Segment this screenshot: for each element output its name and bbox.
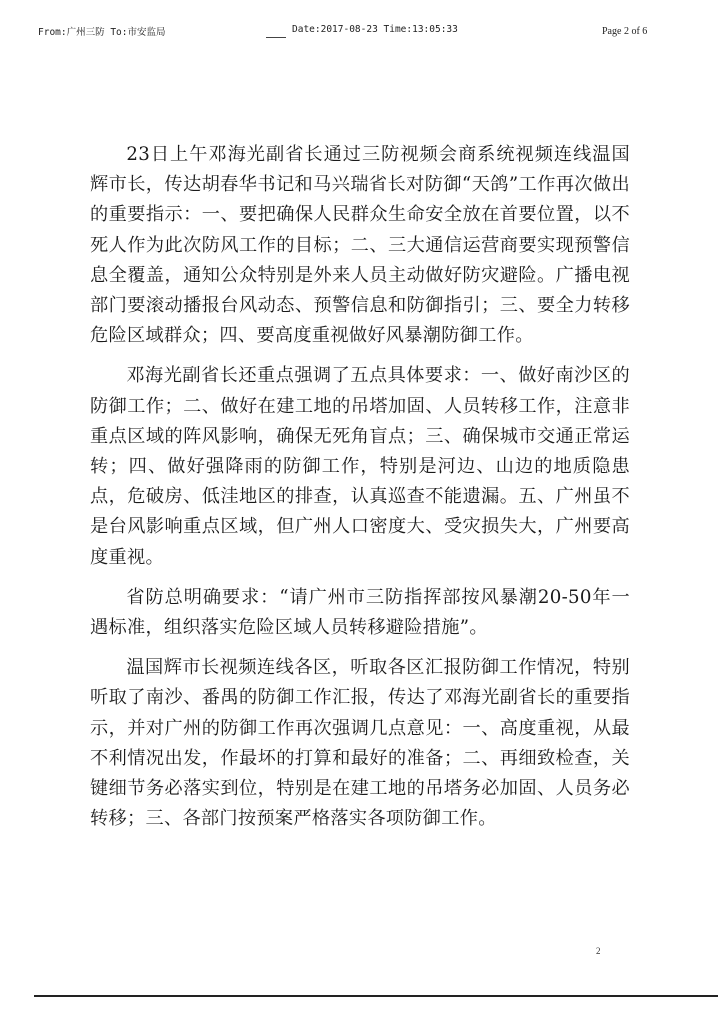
paragraph-3: 省防总明确要求：“请广州市三防指挥部按风暴潮20-50年一遇标准，组织落实危险区域人员转移避险措施”。: [90, 586, 630, 639]
fax-header: [0, 0, 718, 40]
fax-page-indicator: Page 2 of 6: [602, 26, 648, 37]
paragraph-1: 23日上午邓海光副省长通过三防视频会商系统视频连线温国辉市长，传达胡春华书记和马兴瑞省长对防御“天鸽”工作再次做出的重要指示：一、要把确保人民群众生命安全放在首要位置，以不死人作为此次防风工作的目标；二、三大通信运营商要实现预警信息全覆盖，通知公众特别是外来人员主动做好防灾避险。广播电视部门要滚动播报台风动态、预警信息和防御指引；三、要全力转移危险区域群众；四、要高度重视做好风暴潮防御工作。: [90, 144, 630, 347]
paragraph-4: 温国辉市长视频连线各区，听取各区汇报防御工作情况，特别听取了南沙、番禺的防御工作汇报，传达了邓海光副省长的重要指示，并对广州的防御工作再次强调几点意见：一、高度重视，从最不利情况出发，作最坏的打算和最好的准备；二、再细致检查，关键细节务必落实到位，特别是在建工地的吊塔务必加固、人员务必转移；三、各部门按预案严格落实各项防御工作。: [90, 657, 630, 830]
page-number: 2: [596, 946, 601, 956]
fax-datetime: Date:2017-08-23 Time:13:05:33: [292, 24, 458, 35]
paragraph-2: 邓海光副省长还重点强调了五点具体要求：一、做好南沙区的防御工作；二、做好在建工地的吊塔加固、人员转移工作，注意非重点区域的阵风影响，确保无死角盲点；三、确保城市交通正常运转；四、做好强降雨的防御工作，特别是河边、山边的地质隐患点，危破房、低洼地区的排查，认真巡查不能遗漏。五、广州虽不是台风影响重点区域，但广州人口密度大、受灾损失大，广州要高度重视。: [90, 365, 630, 568]
fax-sender-line: From:广州三防 To:市安监局: [38, 27, 166, 38]
document-body: [90, 140, 630, 844]
bottom-rule: [34, 995, 718, 997]
header-mark: [266, 37, 286, 38]
